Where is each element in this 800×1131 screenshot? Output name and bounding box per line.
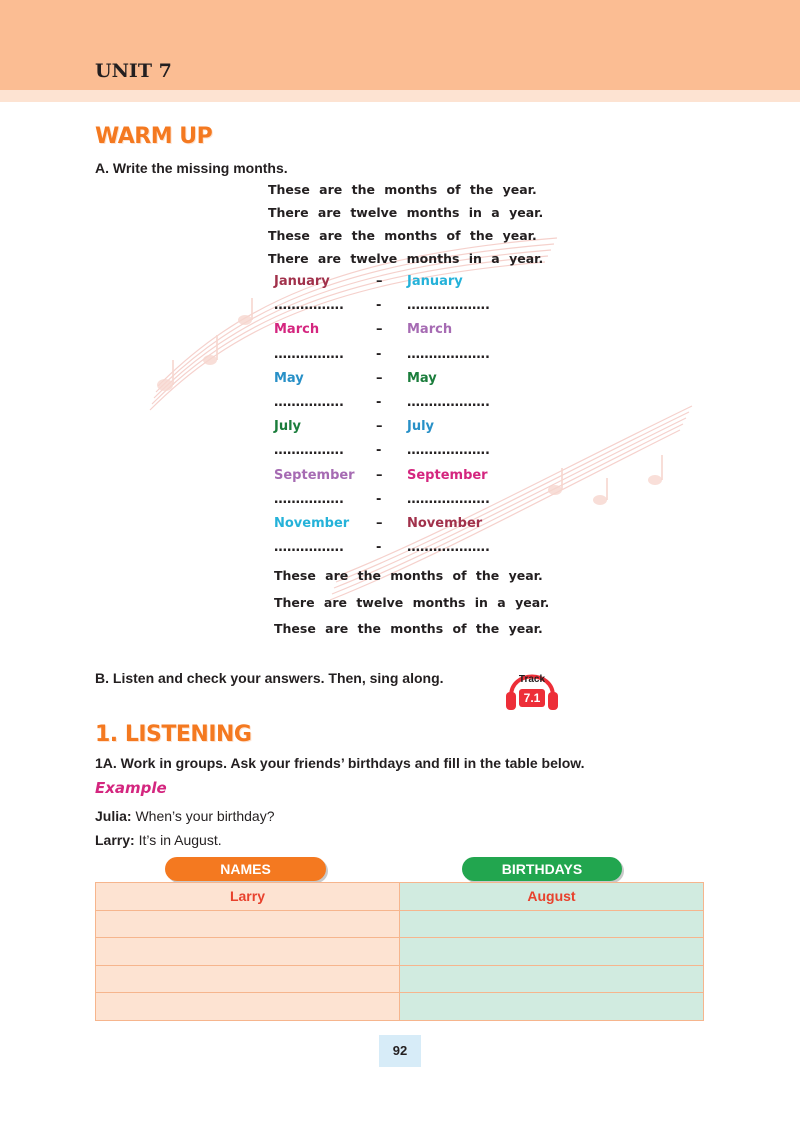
- name-cell[interactable]: [96, 938, 400, 966]
- birthday-cell[interactable]: August: [399, 883, 703, 911]
- month-blank-left[interactable]: …………….: [274, 346, 344, 362]
- table-row: [96, 938, 704, 966]
- month-left: January: [274, 274, 330, 289]
- month-right: July: [407, 419, 435, 435]
- page-number: 92: [379, 1035, 421, 1067]
- month-left: July: [274, 419, 302, 435]
- dialog-speaker: Larry:: [95, 832, 135, 848]
- name-cell[interactable]: [96, 910, 400, 938]
- month-right: September: [407, 467, 488, 483]
- lyric-line: There are twelve months in a year.: [274, 595, 550, 610]
- month-blank-right[interactable]: ……………….: [407, 540, 490, 556]
- table-row: [96, 993, 704, 1021]
- month-dash: –: [376, 274, 383, 289]
- warm-up-title: WARM UP: [95, 124, 213, 149]
- month-left: September: [274, 467, 355, 483]
- month-dash: -: [376, 540, 382, 556]
- listening-title: 1. LISTENING: [95, 722, 252, 747]
- table-row: [96, 910, 704, 938]
- month-blank-left[interactable]: …………….: [274, 443, 344, 459]
- dialog-line: [95, 808, 275, 824]
- month-right: March: [407, 322, 453, 338]
- lyric-line: These are the months of the year.: [268, 182, 537, 197]
- name-cell[interactable]: [96, 965, 400, 993]
- dialog-text: It’s in August.: [138, 832, 222, 848]
- month-dash: -: [376, 491, 382, 507]
- birthdays-header: BIRTHDAYS: [462, 857, 622, 881]
- lyric-line: There are twelve months in a year.: [268, 205, 544, 220]
- instruction-b: B. Listen and check your answers. Then, sing along.: [95, 670, 444, 686]
- lyric-line: These are the months of the year.: [274, 621, 543, 636]
- month-left: May: [274, 370, 304, 386]
- month-blank-left[interactable]: …………….: [274, 540, 344, 556]
- dialog-text: When’s your birthday?: [135, 808, 275, 824]
- birthday-cell[interactable]: [399, 993, 703, 1021]
- track-label: Track: [518, 674, 546, 685]
- birthday-cell[interactable]: [399, 938, 703, 966]
- example-label: Example: [95, 779, 167, 797]
- lyric-line: There are twelve months in a year.: [268, 251, 544, 266]
- lyric-line: These are the months of the year.: [268, 228, 537, 243]
- month-dash: -: [376, 298, 382, 314]
- track-badge[interactable]: [503, 662, 561, 712]
- names-header: NAMES: [165, 857, 326, 881]
- month-dash: –: [376, 322, 383, 338]
- month-dash: -: [376, 395, 382, 410]
- unit-title: UNIT 7: [95, 60, 172, 82]
- instruction-a: A. Write the missing months.: [95, 160, 288, 176]
- month-dash: –: [376, 419, 383, 435]
- month-blank-left[interactable]: …………….: [274, 491, 344, 507]
- month-dash: -: [376, 443, 382, 459]
- month-dash: –: [376, 516, 383, 531]
- listening-instruction: 1A. Work in groups. Ask your friends’ birthdays and fill in the table below.: [95, 755, 585, 771]
- month-right: May: [407, 370, 437, 386]
- lyric-line: These are the months of the year.: [274, 568, 543, 583]
- month-blank-left[interactable]: …………….: [274, 395, 344, 410]
- table-row: [96, 883, 704, 911]
- name-cell[interactable]: [96, 993, 400, 1021]
- month-dash: –: [376, 467, 383, 483]
- month-blank-right[interactable]: ……………….: [407, 298, 490, 314]
- month-blank-right[interactable]: ……………….: [407, 346, 490, 362]
- birthday-cell[interactable]: [399, 910, 703, 938]
- month-blank-right[interactable]: ……………….: [407, 395, 490, 410]
- month-blank-left[interactable]: …………….: [274, 298, 344, 314]
- birthday-cell[interactable]: [399, 965, 703, 993]
- month-left: November: [274, 516, 350, 531]
- month-dash: –: [376, 370, 383, 386]
- month-right: November: [407, 516, 483, 531]
- table-row: [96, 965, 704, 993]
- dialog-line: [95, 832, 222, 848]
- track-number: 7.1: [519, 689, 545, 707]
- month-left: March: [274, 322, 320, 338]
- birthdays-table: [95, 882, 704, 1021]
- name-cell[interactable]: Larry: [96, 883, 400, 911]
- dialog-speaker: Julia:: [95, 808, 132, 824]
- month-dash: -: [376, 346, 382, 362]
- month-blank-right[interactable]: ……………….: [407, 443, 490, 459]
- month-right: January: [407, 274, 463, 289]
- month-blank-right[interactable]: ……………….: [407, 491, 490, 507]
